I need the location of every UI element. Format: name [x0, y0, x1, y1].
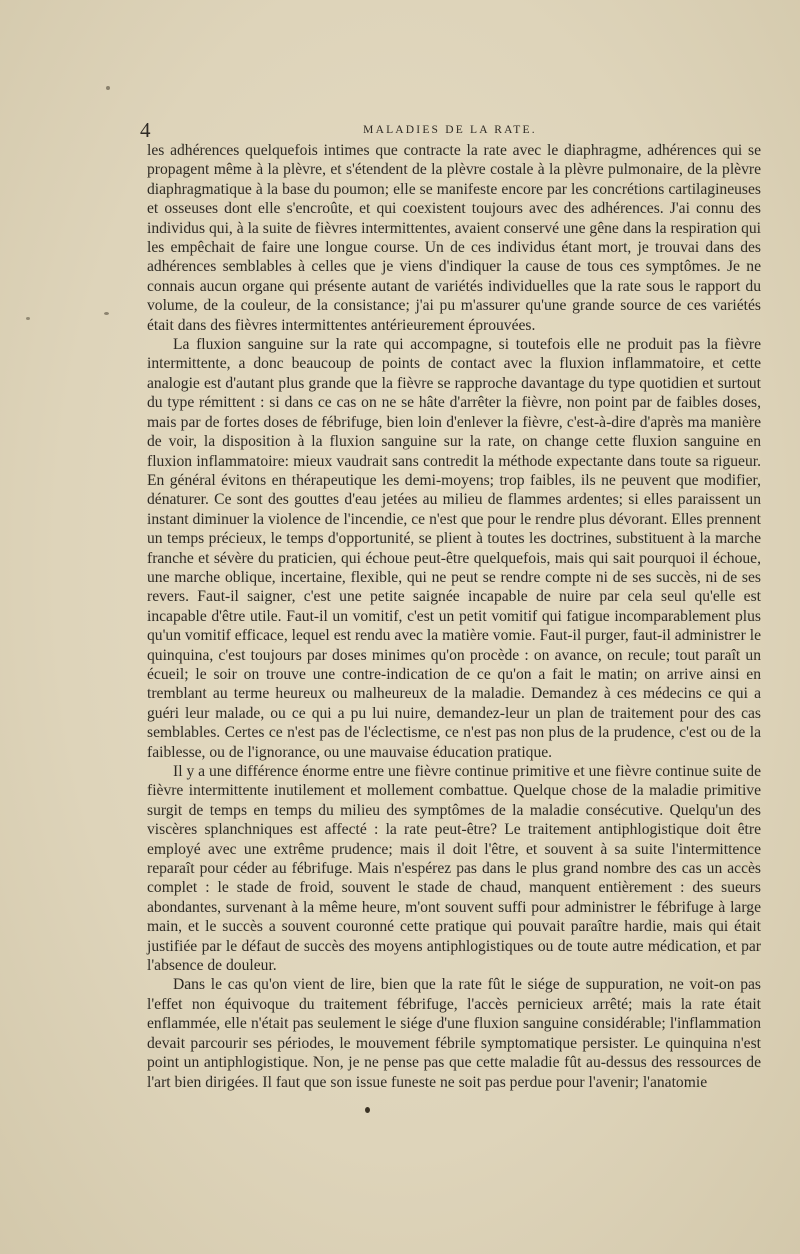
- paragraph-2: La fluxion sanguine sur la rate qui accompagne, si toutefois elle ne produit pas la fièvre intermittente, a donc beaucoup de points de contact avec la fluxion inflammatoire, et cette analogie est d'autant plus grande que la fièvre se rapproche davantage du type quotidien et surtout du type rémittent : si dans ce cas on ne se hâte d'arrêter la fièvre, non point par de faibles doses, mais par de fortes doses de fébrifuge, bien loin d'enlever la fièvre, c'est-à-dire d'après ma manière de voir, la disposition à la fluxion sanguine sur la rate, on change cette fluxion sanguine en fluxion inflammatoire: mieux vaudrait sans contredit la méthode expectante dans toute sa rigueur. En général évitons en thérapeutique les demi-moyens; trop faibles, ils ne peuvent que modifier, dénaturer. Ce sont des gouttes d'eau jetées au milieu de flammes ardentes; si elles paraissent un instant diminuer la violence de l'incendie, ce n'est que pour le rendre plus dévorant. Elles prennent un temps précieux, le temps d'opportunité, se plient à toutes les doctrines, substituent à la marche franche et sévère du praticien, qui échoue peut-être quelquefois, mais qui sait pourquoi il échoue, une marche oblique, incertaine, flexible, qui ne peut se rendre compte ni de ses succès, ni de ses revers. Faut-il saigner, c'est une petite saignée incapable de nuire par cela seul qu'elle est incapable d'être utile. Faut-il un vomitif, c'est un petit vomitif qui fatigue incomparablement plus qu'un vomitif efficace, lequel est rendu avec la matière vomie. Faut-il purger, faut-il administrer le quinquina, c'est toujours par doses minimes qu'on procède : on avance, on recule; tout paraît un écueil; le soir on trouve une contre-indication de ce qu'on a fait le matin; on arrive ainsi en tremblant au terme heureux ou malheureux de la maladie. Demandez à ces médecins ce qui a guéri leur malade, ou ce qui a pu lui nuire, demandez-leur un plan de traitement pour des cas semblables. Certes ce n'est pas de l'éclectisme, ce n'est pas non plus de la prudence, c'est ou de la faiblesse, ou de l'ignorance, ou une mauvaise éducation pratique.: [147, 336, 761, 761]
- running-head: MALADIES DE LA RATE.: [363, 124, 537, 136]
- margin-spot: [104, 312, 109, 315]
- paragraph-4: Dans le cas qu'on vient de lire, bien que la rate fût le siége de suppuration, ne voit-on pas l'effet non équivoque du traitement fébrifuge, l'accès pernicieux arrêté; mais la rate était enflammée, elle n'était pas seulement le siége d'une fluxion sanguine considérable; l'inflammation devait parcourir ses périodes, le mouvement fébrile symptomatique persister. Le quinquina n'est point un antiphlogistique. Non, je ne pense pas que cette maladie fût au-dessus des ressources de l'art bien dirigées. Il faut que son issue funeste ne soit pas perdue pour l'avenir; l'anatomie: [147, 976, 761, 1091]
- ink-spot: [365, 1107, 370, 1113]
- margin-spot: [26, 317, 30, 320]
- paragraph-1: les adhérences quelquefois intimes que contracte la rate avec le diaphragme, adhérences qui se propagent même à la plèvre, et s'étendent de la plèvre costale à la plèvre pulmonaire, de la plèvre diaphragmatique à la base du poumon; elle se manifeste encore par les concrétions cartilagineuses et osseuses dont elle s'encroûte, et qui coexistent toujours avec des adhérences. J'ai connu des individus qui, à la suite de fièvres intermittentes, avaient conservé une gêne dans la respiration qui les empêchait de faire une longue course. Un de ces individus étant mort, je trouvai dans des adhérences semblables à celles que je viens d'indiquer la cause de tous ces symptômes. Je ne connais aucun organe qui présente autant de variétés individuelles que la rate sous le rapport du volume, de la couleur, de la consistance; j'ai pu m'assurer qu'une grande source de ces variétés était dans des fièvres intermittentes antérieurement éprouvées.: [147, 142, 761, 334]
- margin-spot: [106, 86, 110, 90]
- page-number: 4: [140, 118, 151, 142]
- page-header: [140, 118, 760, 142]
- body-text: [147, 141, 761, 1092]
- paragraph-3: Il y a une différence énorme entre une fièvre continue primitive et une fièvre continue suite de fièvre intermittente inutilement et mollement combattue. Quelque chose de la maladie primitive surgit de temps en temps du milieu des symptômes de la maladie consécutive. Quelqu'un des viscères splanchniques est affecté : la rate peut-être? Le traitement antiphlogistique doit être employé avec une extrême prudence; mais il doit l'être, et souvent à sa suite l'intermittence reparaît pour céder au fébrifuge. Mais n'espérez pas dans le plus grand nombre des cas un accès complet : le stade de froid, souvent le stade de chaud, manquent entièrement : des sueurs abondantes, survenant à la même heure, m'ont souvent suffi pour administrer le fébrifuge à large main, et le succès a souvent couronné cette pratique qui pouvait paraître hardie, mais qui était justifiée par le défaut de succès des moyens antiphlogistiques ou de toute autre médication, et par l'absence de douleur.: [147, 763, 761, 975]
